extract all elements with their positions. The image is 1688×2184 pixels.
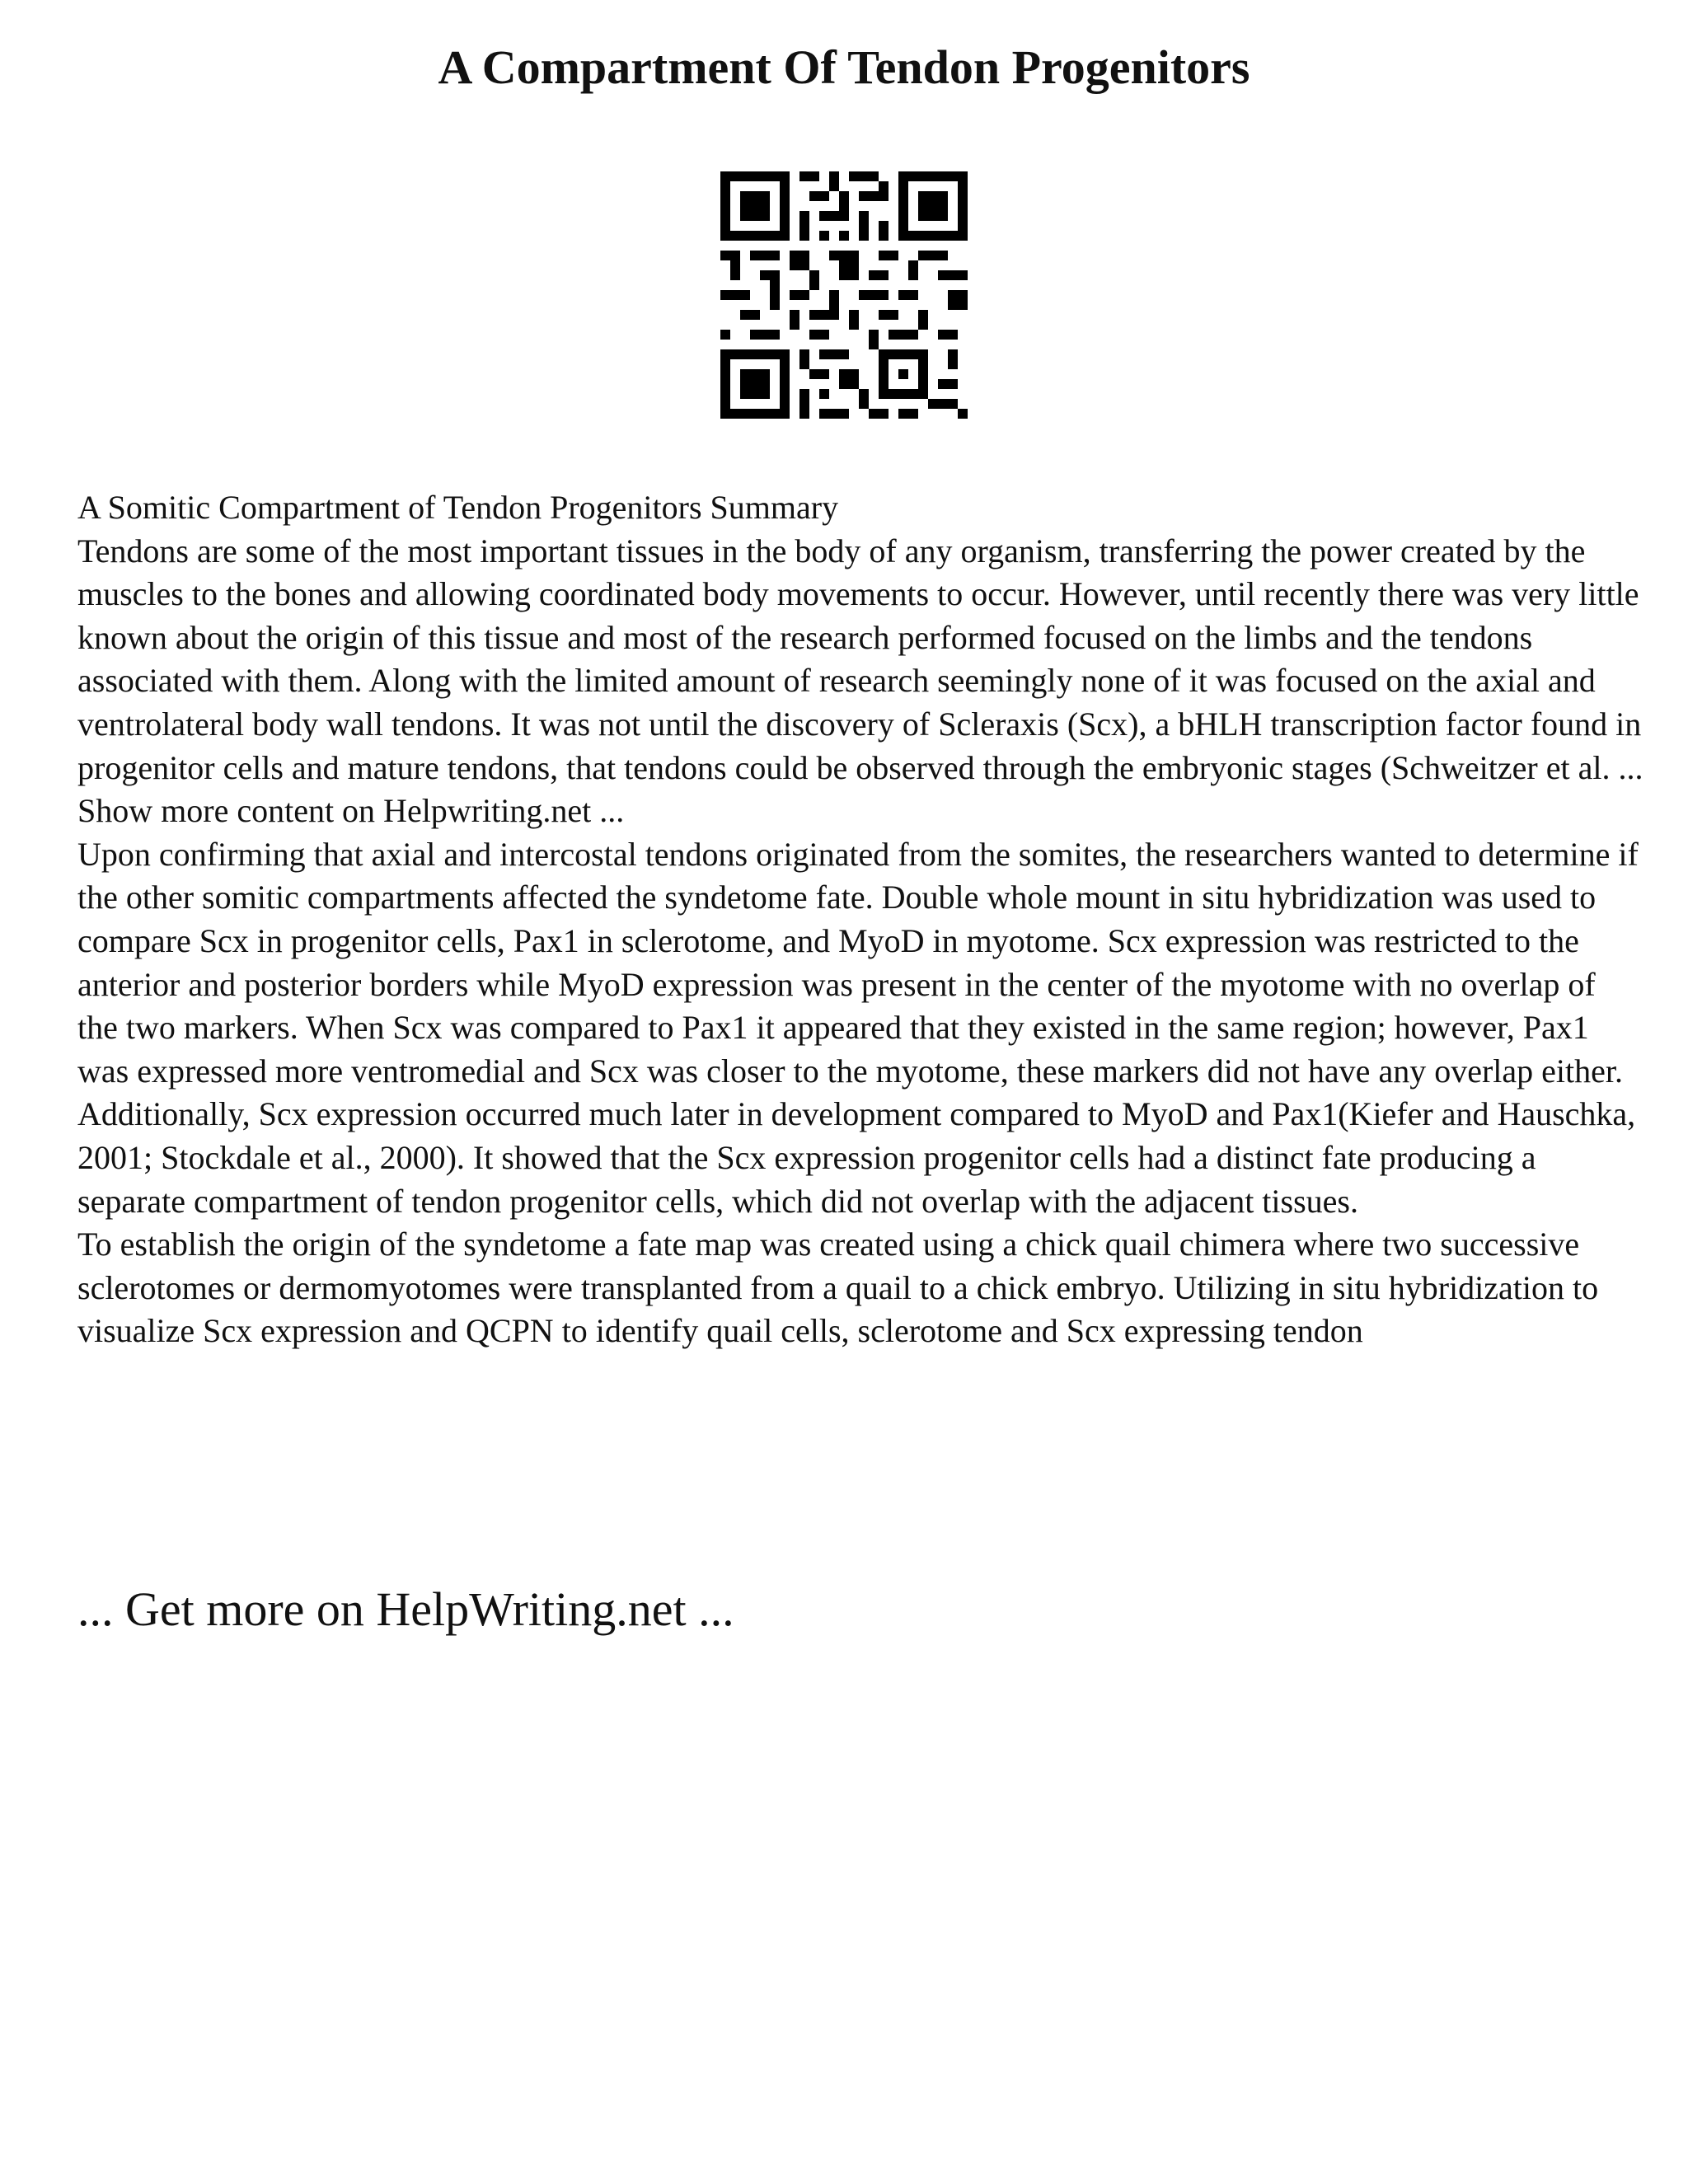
show-more-link[interactable]: Show more content on Helpwriting.net ... bbox=[77, 792, 625, 830]
qr-code-graphic bbox=[720, 171, 968, 419]
paragraph-results: Upon confirming that axial and intercostal tendons originated from the somites, the researchers wanted to determine if the other somitic compartments affected the syndetome fate. Double whole mount in situ hybridization was used to compare Scx in progenitor cells, Pax1 in sclerotome, and MyoD in myotome. Scx expression was restricted to the anterior and posterior borders while MyoD expression was present in the center of the myotome with no overlap of the two markers. When Scx was compared to Pax1 it appeared that they existed in the same region; however, Pax1 was expressed more ventromedial and Scx was closer to the myotome, these markers did not have any overlap either. Additionally, Scx expression occurred much later in development compared to MyoD and Pax1(Kiefer and Hauschka, 2001; Stockdale et al., 2000). It showed that the Scx expression progenitor cells had a distinct fate producing a separate compartment of tendon progenitor cells, which did not overlap with the adjacent tissues. bbox=[77, 835, 1639, 1220]
get-more-link[interactable]: ... Get more on HelpWriting.net ... bbox=[77, 1582, 734, 1636]
paragraph-intro: Tendons are some of the most important tissues in the body of any organism, transferring the power created by the muscles to the bones and allowing coordinated body movements to occur. However, until recently there was very little known about the origin of this tissue and most of the research performed focused on the limbs and the tendons associated with them. Along with the limited amount of research seemingly none of it was focused on the axial and ventrolateral body wall tendons. It was not until the discovery of Scleraxis (Scx), a bHLH transcription factor found in progenitor cells and mature tendons, that tendons could be observed through the embryonic stages (Schweitzer et al. ... bbox=[77, 532, 1643, 786]
article-body bbox=[77, 486, 1643, 1353]
summary-heading: A Somitic Compartment of Tendon Progenitors Summary bbox=[77, 489, 839, 526]
document-title: A Compartment Of Tendon Progenitors bbox=[438, 40, 1250, 94]
paragraph-methods: To establish the origin of the syndetome a fate map was created using a chick quail chimera where two successive sclerotomes or dermomyotomes were transplanted from a quail to a chick embryo. Utilizing in situ hybridization to visualize Scx expression and QCPN to identify quail cells, sclerotome and Scx expressing tendon bbox=[77, 1226, 1599, 1350]
qr-code-icon bbox=[720, 171, 968, 419]
